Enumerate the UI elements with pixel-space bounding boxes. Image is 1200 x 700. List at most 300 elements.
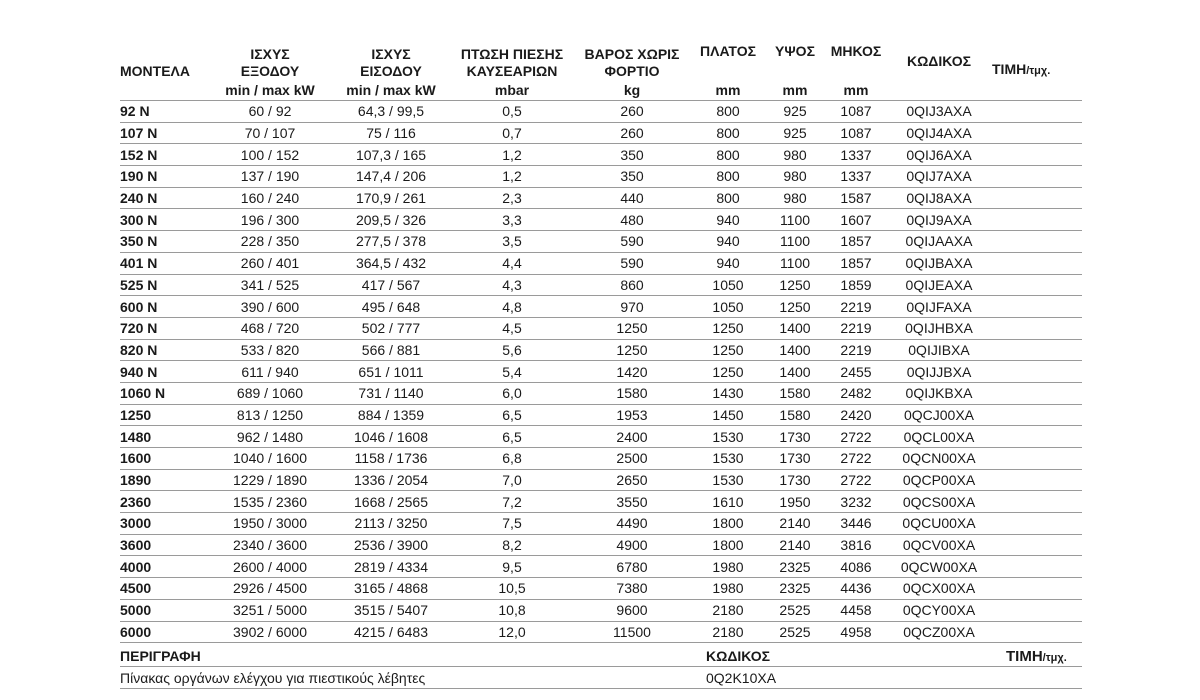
cell-input: 2113 / 3250 bbox=[330, 513, 452, 535]
header-output-line1: ΙΣΧΥΣ bbox=[250, 46, 290, 62]
cell-weight: 260 bbox=[572, 101, 692, 123]
cell-code: 0QIJ3AXA bbox=[886, 101, 992, 123]
cell-length: 4458 bbox=[826, 599, 886, 621]
cell-code: 0QIJ4AXA bbox=[886, 122, 992, 144]
cell-pressure: 10,8 bbox=[452, 599, 572, 621]
table-row bbox=[120, 556, 1082, 578]
cell-model: 600 N bbox=[120, 296, 210, 318]
cell-pressure: 6,0 bbox=[452, 382, 572, 404]
cell-input: 1336 / 2054 bbox=[330, 469, 452, 491]
cell-output: 468 / 720 bbox=[210, 317, 330, 339]
cell-model: 107 N bbox=[120, 122, 210, 144]
cell-weight: 3550 bbox=[572, 491, 692, 513]
cell-height: 1950 bbox=[764, 491, 826, 513]
cell-price bbox=[992, 274, 1082, 296]
cell-output: 1535 / 2360 bbox=[210, 491, 330, 513]
cell-height: 2525 bbox=[764, 599, 826, 621]
cell-pressure: 6,8 bbox=[452, 448, 572, 470]
cell-width: 1250 bbox=[692, 361, 764, 383]
cell-length: 1087 bbox=[826, 101, 886, 123]
cell-code: 0QIJFAXA bbox=[886, 296, 992, 318]
cell-pressure: 9,5 bbox=[452, 556, 572, 578]
cell-length: 1087 bbox=[826, 122, 886, 144]
cell-input: 417 / 567 bbox=[330, 274, 452, 296]
cell-model: 92 N bbox=[120, 101, 210, 123]
cell-pressure: 0,7 bbox=[452, 122, 572, 144]
accessory-header-price bbox=[1006, 646, 1082, 667]
cell-width: 800 bbox=[692, 166, 764, 188]
cell-price bbox=[992, 187, 1082, 209]
cell-pressure: 7,2 bbox=[452, 491, 572, 513]
cell-code: 0QCN00XA bbox=[886, 448, 992, 470]
cell-model: 720 N bbox=[120, 317, 210, 339]
cell-output: 2926 / 4500 bbox=[210, 578, 330, 600]
cell-price bbox=[992, 556, 1082, 578]
cell-width: 1530 bbox=[692, 469, 764, 491]
cell-price bbox=[992, 296, 1082, 318]
cell-input: 884 / 1359 bbox=[330, 404, 452, 426]
header-price-label: ΤΙΜΗ bbox=[992, 61, 1027, 77]
table-row bbox=[120, 469, 1082, 491]
cell-code: 0QIJ9AXA bbox=[886, 209, 992, 231]
cell-input: 3165 / 4868 bbox=[330, 578, 452, 600]
cell-height: 925 bbox=[764, 122, 826, 144]
cell-model: 1480 bbox=[120, 426, 210, 448]
cell-height: 1730 bbox=[764, 469, 826, 491]
cell-code: 0QCU00XA bbox=[886, 513, 992, 535]
header-price-unit: /τμχ. bbox=[1026, 65, 1051, 77]
cell-price bbox=[992, 448, 1082, 470]
header-weight-line1: ΒΑΡΟΣ ΧΩΡΙΣ bbox=[584, 46, 680, 62]
cell-height: 1730 bbox=[764, 448, 826, 470]
table-row bbox=[120, 491, 1082, 513]
header-height: ΥΨΟΣ bbox=[775, 42, 815, 59]
cell-pressure: 7,5 bbox=[452, 513, 572, 535]
cell-input: 75 / 116 bbox=[330, 122, 452, 144]
cell-model: 190 N bbox=[120, 166, 210, 188]
cell-width: 1250 bbox=[692, 339, 764, 361]
header-output bbox=[210, 8, 330, 80]
accessory-code: 0Q2K10XA bbox=[706, 667, 1006, 689]
cell-pressure: 4,5 bbox=[452, 317, 572, 339]
cell-height: 1580 bbox=[764, 382, 826, 404]
table-row bbox=[120, 122, 1082, 144]
cell-weight: 1953 bbox=[572, 404, 692, 426]
cell-price bbox=[992, 599, 1082, 621]
cell-weight: 260 bbox=[572, 122, 692, 144]
cell-model: 4000 bbox=[120, 556, 210, 578]
unit-height: mm bbox=[764, 80, 826, 101]
cell-price bbox=[992, 382, 1082, 404]
cell-input: 502 / 777 bbox=[330, 317, 452, 339]
cell-width: 800 bbox=[692, 101, 764, 123]
cell-width: 1980 bbox=[692, 556, 764, 578]
header-weight-line2: ΦΟΡΤΙΟ bbox=[604, 63, 660, 79]
table-row bbox=[120, 274, 1082, 296]
header-length: ΜΗΚΟΣ bbox=[830, 42, 882, 59]
header-pressure-line2: ΚΑΥΣΕΑΡΙΩΝ bbox=[466, 63, 558, 79]
cell-width: 800 bbox=[692, 122, 764, 144]
cell-model: 820 N bbox=[120, 339, 210, 361]
cell-input: 209,5 / 326 bbox=[330, 209, 452, 231]
cell-input: 651 / 1011 bbox=[330, 361, 452, 383]
cell-length: 1607 bbox=[826, 209, 886, 231]
header-input bbox=[330, 8, 452, 80]
cell-model: 4500 bbox=[120, 578, 210, 600]
cell-width: 940 bbox=[692, 209, 764, 231]
cell-height: 1100 bbox=[764, 252, 826, 274]
cell-weight: 4900 bbox=[572, 534, 692, 556]
cell-output: 1229 / 1890 bbox=[210, 469, 330, 491]
cell-weight: 1420 bbox=[572, 361, 692, 383]
cell-output: 689 / 1060 bbox=[210, 382, 330, 404]
cell-weight: 350 bbox=[572, 144, 692, 166]
cell-code: 0QIJ8AXA bbox=[886, 187, 992, 209]
cell-pressure: 0,5 bbox=[452, 101, 572, 123]
cell-input: 170,9 / 261 bbox=[330, 187, 452, 209]
cell-height: 1400 bbox=[764, 339, 826, 361]
cell-width: 800 bbox=[692, 144, 764, 166]
table-row bbox=[120, 448, 1082, 470]
cell-width: 1530 bbox=[692, 426, 764, 448]
cell-price bbox=[992, 491, 1082, 513]
cell-length: 2219 bbox=[826, 296, 886, 318]
cell-length: 2420 bbox=[826, 404, 886, 426]
unit-input: min / max kW bbox=[330, 80, 452, 101]
cell-pressure: 5,6 bbox=[452, 339, 572, 361]
cell-output: 160 / 240 bbox=[210, 187, 330, 209]
cell-pressure: 2,3 bbox=[452, 187, 572, 209]
cell-price bbox=[992, 361, 1082, 383]
cell-input: 277,5 / 378 bbox=[330, 231, 452, 253]
cell-price bbox=[992, 469, 1082, 491]
unit-length: mm bbox=[826, 80, 886, 101]
cell-weight: 1580 bbox=[572, 382, 692, 404]
table-row bbox=[120, 252, 1082, 274]
table-row bbox=[120, 231, 1082, 253]
table-row bbox=[120, 317, 1082, 339]
cell-input: 1668 / 2565 bbox=[330, 491, 452, 513]
cell-weight: 440 bbox=[572, 187, 692, 209]
cell-weight: 4490 bbox=[572, 513, 692, 535]
cell-height: 980 bbox=[764, 144, 826, 166]
cell-pressure: 12,0 bbox=[452, 621, 572, 643]
cell-output: 813 / 1250 bbox=[210, 404, 330, 426]
unit-width: mm bbox=[692, 80, 764, 101]
cell-weight: 2650 bbox=[572, 469, 692, 491]
cell-pressure: 4,4 bbox=[452, 252, 572, 274]
cell-code: 0QCW00XA bbox=[886, 556, 992, 578]
table-row bbox=[120, 296, 1082, 318]
cell-price bbox=[992, 231, 1082, 253]
cell-length: 1587 bbox=[826, 187, 886, 209]
header-input-line2: ΕΙΣΟΔΟΥ bbox=[360, 63, 422, 79]
cell-input: 364,5 / 432 bbox=[330, 252, 452, 274]
cell-height: 925 bbox=[764, 101, 826, 123]
cell-length: 2722 bbox=[826, 448, 886, 470]
table-unit-row bbox=[120, 80, 1082, 101]
cell-input: 2819 / 4334 bbox=[330, 556, 452, 578]
cell-price bbox=[992, 404, 1082, 426]
table-row bbox=[120, 382, 1082, 404]
cell-weight: 860 bbox=[572, 274, 692, 296]
cell-height: 2140 bbox=[764, 534, 826, 556]
cell-length: 4436 bbox=[826, 578, 886, 600]
table-row bbox=[120, 513, 1082, 535]
cell-width: 1050 bbox=[692, 296, 764, 318]
cell-code: 0QCP00XA bbox=[886, 469, 992, 491]
cell-price bbox=[992, 166, 1082, 188]
cell-input: 4215 / 6483 bbox=[330, 621, 452, 643]
accessory-body bbox=[120, 667, 1082, 689]
cell-model: 152 N bbox=[120, 144, 210, 166]
cell-length: 3816 bbox=[826, 534, 886, 556]
cell-height: 2325 bbox=[764, 556, 826, 578]
cell-output: 70 / 107 bbox=[210, 122, 330, 144]
header-width: ΠΛΑΤΟΣ bbox=[700, 42, 756, 59]
table-row bbox=[120, 166, 1082, 188]
cell-output: 390 / 600 bbox=[210, 296, 330, 318]
cell-height: 980 bbox=[764, 187, 826, 209]
header-output-line2: ΕΞΟΔΟΥ bbox=[240, 63, 300, 79]
cell-weight: 2500 bbox=[572, 448, 692, 470]
cell-height: 1100 bbox=[764, 231, 826, 253]
cell-model: 525 N bbox=[120, 274, 210, 296]
cell-code: 0QCJ00XA bbox=[886, 404, 992, 426]
cell-output: 962 / 1480 bbox=[210, 426, 330, 448]
cell-pressure: 4,8 bbox=[452, 296, 572, 318]
table-header-row bbox=[120, 8, 1082, 80]
cell-output: 3902 / 6000 bbox=[210, 621, 330, 643]
header-price bbox=[992, 8, 1082, 80]
table-row bbox=[120, 534, 1082, 556]
cell-height: 2525 bbox=[764, 621, 826, 643]
cell-code: 0QCZ00XA bbox=[886, 621, 992, 643]
accessory-header-row bbox=[120, 646, 1082, 667]
cell-width: 800 bbox=[692, 187, 764, 209]
cell-pressure: 5,4 bbox=[452, 361, 572, 383]
cell-length: 2482 bbox=[826, 382, 886, 404]
cell-input: 107,3 / 165 bbox=[330, 144, 452, 166]
cell-code: 0QCV00XA bbox=[886, 534, 992, 556]
cell-price bbox=[992, 144, 1082, 166]
cell-input: 3515 / 5407 bbox=[330, 599, 452, 621]
cell-width: 2180 bbox=[692, 599, 764, 621]
cell-model: 6000 bbox=[120, 621, 210, 643]
header-pressure-line1: ΠΤΩΣΗ ΠΙΕΣΗΣ bbox=[460, 46, 564, 62]
cell-model: 1250 bbox=[120, 404, 210, 426]
cell-height: 1250 bbox=[764, 296, 826, 318]
cell-model: 3600 bbox=[120, 534, 210, 556]
cell-weight: 480 bbox=[572, 209, 692, 231]
table-row bbox=[120, 209, 1082, 231]
cell-pressure: 1,2 bbox=[452, 166, 572, 188]
cell-model: 300 N bbox=[120, 209, 210, 231]
cell-width: 1800 bbox=[692, 534, 764, 556]
cell-length: 2722 bbox=[826, 469, 886, 491]
cell-output: 196 / 300 bbox=[210, 209, 330, 231]
cell-weight: 970 bbox=[572, 296, 692, 318]
cell-height: 1250 bbox=[764, 274, 826, 296]
cell-code: 0QIJ7AXA bbox=[886, 166, 992, 188]
cell-width: 1530 bbox=[692, 448, 764, 470]
cell-pressure: 7,0 bbox=[452, 469, 572, 491]
accessory-price bbox=[1006, 667, 1082, 689]
cell-height: 1400 bbox=[764, 361, 826, 383]
table-row bbox=[120, 339, 1082, 361]
unit-output: min / max kW bbox=[210, 80, 330, 101]
accessory-header-description: ΠΕΡΙΓΡΑΦΗ bbox=[120, 646, 706, 667]
unit-weight: kg bbox=[572, 80, 692, 101]
cell-pressure: 10,5 bbox=[452, 578, 572, 600]
accessory-row bbox=[120, 667, 1082, 689]
cell-length: 4086 bbox=[826, 556, 886, 578]
table-row bbox=[120, 404, 1082, 426]
cell-input: 566 / 881 bbox=[330, 339, 452, 361]
cell-output: 3251 / 5000 bbox=[210, 599, 330, 621]
cell-width: 940 bbox=[692, 252, 764, 274]
cell-output: 2340 / 3600 bbox=[210, 534, 330, 556]
cell-code: 0QIJJBXA bbox=[886, 361, 992, 383]
cell-width: 2180 bbox=[692, 621, 764, 643]
accessory-header-price-unit: /τμχ. bbox=[1042, 651, 1067, 664]
cell-code: 0QIJKBXA bbox=[886, 382, 992, 404]
cell-weight: 2400 bbox=[572, 426, 692, 448]
cell-height: 1730 bbox=[764, 426, 826, 448]
accessory-table bbox=[120, 646, 1082, 689]
cell-model: 940 N bbox=[120, 361, 210, 383]
cell-input: 495 / 648 bbox=[330, 296, 452, 318]
cell-weight: 11500 bbox=[572, 621, 692, 643]
cell-model: 3000 bbox=[120, 513, 210, 535]
cell-price bbox=[992, 317, 1082, 339]
cell-width: 1610 bbox=[692, 491, 764, 513]
cell-output: 137 / 190 bbox=[210, 166, 330, 188]
unit-pressure: mbar bbox=[452, 80, 572, 101]
cell-code: 0QIJAAXA bbox=[886, 231, 992, 253]
table-body bbox=[120, 101, 1082, 643]
cell-model: 2360 bbox=[120, 491, 210, 513]
cell-price bbox=[992, 426, 1082, 448]
cell-model: 5000 bbox=[120, 599, 210, 621]
header-input-line1: ΙΣΧΥΣ bbox=[371, 46, 411, 62]
cell-length: 2219 bbox=[826, 339, 886, 361]
cell-output: 1040 / 1600 bbox=[210, 448, 330, 470]
unit-code-empty bbox=[886, 80, 992, 101]
cell-code: 0QIJBAXA bbox=[886, 252, 992, 274]
cell-pressure: 1,2 bbox=[452, 144, 572, 166]
cell-height: 2325 bbox=[764, 578, 826, 600]
cell-pressure: 6,5 bbox=[452, 404, 572, 426]
cell-height: 1100 bbox=[764, 209, 826, 231]
cell-output: 341 / 525 bbox=[210, 274, 330, 296]
header-code: ΚΩΔΙΚΟΣ bbox=[906, 52, 972, 69]
cell-width: 940 bbox=[692, 231, 764, 253]
cell-model: 1890 bbox=[120, 469, 210, 491]
cell-weight: 1250 bbox=[572, 317, 692, 339]
cell-weight: 9600 bbox=[572, 599, 692, 621]
cell-output: 533 / 820 bbox=[210, 339, 330, 361]
accessory-header-code: ΚΩΔΙΚΟΣ bbox=[706, 646, 1006, 667]
cell-length: 1337 bbox=[826, 166, 886, 188]
cell-code: 0QIJEAXA bbox=[886, 274, 992, 296]
cell-width: 1430 bbox=[692, 382, 764, 404]
cell-width: 1800 bbox=[692, 513, 764, 535]
table-row bbox=[120, 578, 1082, 600]
cell-pressure: 6,5 bbox=[452, 426, 572, 448]
table-row bbox=[120, 426, 1082, 448]
cell-weight: 590 bbox=[572, 252, 692, 274]
cell-price bbox=[992, 209, 1082, 231]
cell-input: 1046 / 1608 bbox=[330, 426, 452, 448]
cell-output: 1950 / 3000 bbox=[210, 513, 330, 535]
cell-input: 147,4 / 206 bbox=[330, 166, 452, 188]
cell-code: 0QCL00XA bbox=[886, 426, 992, 448]
header-pressure bbox=[452, 8, 572, 80]
cell-model: 401 N bbox=[120, 252, 210, 274]
unit-model-empty bbox=[120, 80, 210, 101]
cell-code: 0QIJ6AXA bbox=[886, 144, 992, 166]
cell-length: 2455 bbox=[826, 361, 886, 383]
cell-output: 260 / 401 bbox=[210, 252, 330, 274]
cell-code: 0QCY00XA bbox=[886, 599, 992, 621]
table-row bbox=[120, 144, 1082, 166]
header-model: ΜΟΝΤΕΛΑ bbox=[120, 63, 190, 79]
cell-price bbox=[992, 101, 1082, 123]
cell-height: 1580 bbox=[764, 404, 826, 426]
cell-pressure: 3,5 bbox=[452, 231, 572, 253]
cell-weight: 1250 bbox=[572, 339, 692, 361]
cell-output: 611 / 940 bbox=[210, 361, 330, 383]
cell-length: 2219 bbox=[826, 317, 886, 339]
cell-model: 1600 bbox=[120, 448, 210, 470]
cell-price bbox=[992, 122, 1082, 144]
cell-price bbox=[992, 621, 1082, 643]
cell-model: 350 N bbox=[120, 231, 210, 253]
cell-code: 0QIJIBXA bbox=[886, 339, 992, 361]
header-weight bbox=[572, 8, 692, 80]
cell-code: 0QIJHBXA bbox=[886, 317, 992, 339]
cell-model: 1060 N bbox=[120, 382, 210, 404]
cell-length: 1857 bbox=[826, 252, 886, 274]
cell-width: 1250 bbox=[692, 317, 764, 339]
cell-length: 2722 bbox=[826, 426, 886, 448]
cell-length: 3232 bbox=[826, 491, 886, 513]
cell-input: 1158 / 1736 bbox=[330, 448, 452, 470]
cell-input: 2536 / 3900 bbox=[330, 534, 452, 556]
table-row bbox=[120, 101, 1082, 123]
cell-weight: 7380 bbox=[572, 578, 692, 600]
cell-weight: 590 bbox=[572, 231, 692, 253]
table-row bbox=[120, 621, 1082, 643]
cell-height: 1400 bbox=[764, 317, 826, 339]
cell-pressure: 3,3 bbox=[452, 209, 572, 231]
cell-input: 731 / 1140 bbox=[330, 382, 452, 404]
unit-price-empty bbox=[992, 80, 1082, 101]
cell-pressure: 4,3 bbox=[452, 274, 572, 296]
cell-width: 1050 bbox=[692, 274, 764, 296]
cell-code: 0QCS00XA bbox=[886, 491, 992, 513]
cell-length: 4958 bbox=[826, 621, 886, 643]
accessory-header-price-label: ΤΙΜΗ bbox=[1006, 647, 1043, 665]
cell-width: 1980 bbox=[692, 578, 764, 600]
table-row bbox=[120, 187, 1082, 209]
cell-length: 3446 bbox=[826, 513, 886, 535]
cell-price bbox=[992, 578, 1082, 600]
cell-output: 2600 / 4000 bbox=[210, 556, 330, 578]
cell-height: 2140 bbox=[764, 513, 826, 535]
cell-output: 60 / 92 bbox=[210, 101, 330, 123]
